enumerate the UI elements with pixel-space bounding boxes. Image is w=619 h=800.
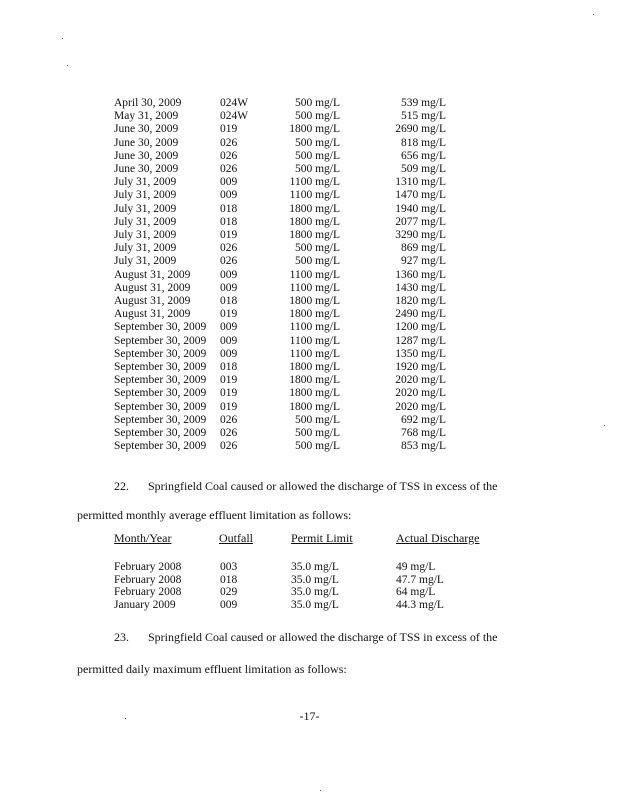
row-date: September 30, 2009: [114, 334, 207, 347]
row-outfall: 019: [220, 123, 238, 136]
table-row: [0, 216, 619, 229]
table-row: [0, 242, 619, 255]
row-permit-limit: 500 mg/L: [294, 255, 340, 268]
row-permit-limit: 1100 mg/L: [289, 347, 340, 360]
page-number: -17-: [299, 709, 320, 723]
row-month-year: February 2008: [114, 561, 182, 573]
row-permit-limit: 1800 mg/L: [289, 400, 340, 413]
row-actual-discharge: 927 mg/L: [400, 255, 446, 268]
row-actual-discharge: 2690 mg/L: [395, 123, 446, 136]
row-permit-limit: 1800 mg/L: [289, 295, 340, 307]
paragraph-22-line2: permitted monthly average effluent limitation as follows:: [77, 508, 352, 522]
table-row: [0, 295, 619, 308]
row-date: September 30, 2009: [114, 400, 207, 413]
row-date: June 30, 2009: [114, 136, 179, 149]
paragraph-22-line1: Springfield Coal caused or allowed the discharge of TSS in excess of the: [148, 479, 498, 493]
row-actual-discharge: 1360 mg/L: [395, 268, 446, 281]
paragraph-23-line1: Springfield Coal caused or allowed the discharge of TSS in excess of the: [148, 630, 498, 644]
row-date: September 30, 2009: [114, 374, 207, 387]
row-month-year: February 2008: [114, 586, 182, 598]
row-date: September 30, 2009: [114, 361, 207, 373]
row-permit-limit: 1800 mg/L: [289, 374, 340, 387]
row-permit-limit: 1100 mg/L: [289, 189, 340, 202]
row-actual-discharge: 1430 mg/L: [395, 281, 446, 294]
row-outfall: 018: [220, 573, 238, 586]
row-actual-discharge: 1920 mg/L: [395, 361, 446, 373]
row-date: May 31, 2009: [114, 110, 179, 123]
row-date: September 30, 2009: [114, 440, 207, 453]
row-permit-limit: 1100 mg/L: [289, 268, 340, 281]
table-row: [0, 163, 619, 176]
row-date: July 31, 2009: [114, 255, 177, 268]
row-date: July 31, 2009: [114, 189, 177, 202]
table-row: [0, 137, 619, 150]
row-outfall: 029: [220, 586, 238, 598]
row-date: September 30, 2009: [114, 321, 207, 334]
paragraph-23-number: 23.: [114, 630, 129, 644]
row-outfall: 019: [220, 400, 238, 413]
row-month-year: January 2009: [114, 598, 176, 611]
row-outfall: 026: [220, 427, 238, 439]
row-outfall: 019: [220, 308, 238, 321]
row-actual-discharge: 2490 mg/L: [395, 308, 446, 321]
row-permit-limit: 500 mg/L: [294, 136, 340, 149]
row-permit-limit: 35.0 mg/L: [291, 573, 339, 586]
row-permit-limit: 1800 mg/L: [289, 361, 340, 373]
row-permit-limit: 500 mg/L: [294, 427, 340, 439]
table-row: [0, 427, 619, 440]
paragraph-22-number: 22.: [114, 479, 129, 493]
row-permit-limit: 1800 mg/L: [289, 387, 340, 400]
row-outfall: 018: [220, 202, 238, 215]
row-outfall: 026: [220, 255, 238, 268]
table-row: [0, 269, 619, 282]
row-outfall: 026: [220, 163, 238, 175]
row-actual-discharge: 1940 mg/L: [395, 202, 446, 215]
table-row: [0, 203, 619, 216]
row-outfall: 026: [220, 440, 238, 453]
row-outfall: 009: [220, 347, 238, 360]
row-date: September 30, 2009: [114, 347, 207, 360]
row-date: September 30, 2009: [114, 413, 207, 426]
table-row: [0, 335, 619, 348]
row-permit-limit: 500 mg/L: [294, 242, 340, 255]
row-outfall: 003: [220, 561, 238, 573]
row-permit-limit: 500 mg/L: [294, 97, 340, 109]
table-row: [0, 574, 619, 587]
scan-speck: [320, 790, 321, 791]
row-outfall: 009: [220, 281, 238, 294]
row-permit-limit: 1100 mg/L: [289, 176, 340, 189]
row-permit-limit: 500 mg/L: [294, 163, 340, 175]
header-permit-limit: Permit Limit: [291, 531, 353, 545]
table-row: [0, 97, 619, 110]
row-actual-discharge: 47.7 mg/L: [396, 573, 444, 586]
row-outfall: 024W: [220, 97, 249, 109]
table-row: [0, 374, 619, 387]
scan-speck: [67, 65, 68, 66]
table-row: [0, 361, 619, 374]
row-actual-discharge: 1200 mg/L: [395, 321, 446, 334]
header-outfall: Outfall: [219, 531, 253, 545]
row-actual-discharge: 2020 mg/L: [395, 374, 446, 387]
row-permit-limit: 1800 mg/L: [289, 215, 340, 228]
table-row: [0, 561, 619, 574]
table-row: [0, 599, 619, 612]
table-row: [0, 282, 619, 295]
row-outfall: 018: [220, 361, 238, 373]
paragraph-23-line2: permitted daily maximum effluent limitation as follows:: [77, 662, 347, 676]
table-row: [0, 308, 619, 321]
row-permit-limit: 35.0 mg/L: [291, 561, 339, 573]
row-outfall: 009: [220, 334, 238, 347]
row-outfall: 009: [220, 268, 238, 281]
row-date: July 31, 2009: [114, 176, 177, 189]
table-row: [0, 387, 619, 400]
row-permit-limit: 500 mg/L: [294, 149, 340, 162]
table-row: [0, 321, 619, 334]
row-permit-limit: 1800 mg/L: [289, 123, 340, 136]
row-date: June 30, 2009: [114, 149, 179, 162]
row-actual-discharge: 44.3 mg/L: [396, 598, 444, 611]
row-outfall: 026: [220, 242, 238, 255]
row-permit-limit: 1100 mg/L: [289, 321, 340, 334]
row-actual-discharge: 3290 mg/L: [395, 229, 446, 241]
row-actual-discharge: 869 mg/L: [400, 242, 446, 255]
table-row: [0, 229, 619, 242]
row-outfall: 019: [220, 387, 238, 400]
row-permit-limit: 500 mg/L: [294, 440, 340, 453]
scan-speck: [593, 14, 594, 15]
row-actual-discharge: 515 mg/L: [400, 110, 446, 123]
row-actual-discharge: 692 mg/L: [400, 413, 446, 426]
row-outfall: 019: [220, 374, 238, 387]
row-actual-discharge: 656 mg/L: [400, 149, 446, 162]
row-outfall: 019: [220, 229, 238, 241]
row-permit-limit: 1100 mg/L: [289, 334, 340, 347]
row-date: April 30, 2009: [114, 97, 182, 109]
table-row: [0, 255, 619, 268]
table-row: [0, 440, 619, 453]
row-permit-limit: 1800 mg/L: [289, 202, 340, 215]
row-date: August 31, 2009: [114, 295, 191, 307]
row-permit-limit: 1800 mg/L: [289, 308, 340, 321]
row-permit-limit: 35.0 mg/L: [291, 598, 339, 611]
row-date: July 31, 2009: [114, 242, 177, 255]
row-outfall: 018: [220, 295, 238, 307]
row-outfall: 009: [220, 189, 238, 202]
scan-speck: [62, 38, 63, 39]
row-outfall: 026: [220, 413, 238, 426]
row-permit-limit: 1800 mg/L: [289, 229, 340, 241]
row-date: September 30, 2009: [114, 387, 207, 400]
row-permit-limit: 500 mg/L: [294, 413, 340, 426]
row-outfall: 026: [220, 136, 238, 149]
row-month-year: February 2008: [114, 573, 182, 586]
row-actual-discharge: 818 mg/L: [400, 136, 446, 149]
row-date: August 31, 2009: [114, 308, 191, 321]
row-actual-discharge: 853 mg/L: [400, 440, 446, 453]
row-date: September 30, 2009: [114, 427, 207, 439]
header-month-year: Month/Year: [114, 531, 172, 545]
row-actual-discharge: 2077 mg/L: [395, 215, 446, 228]
table-row: [0, 150, 619, 163]
row-outfall: 024W: [220, 110, 249, 123]
row-date: July 31, 2009: [114, 215, 177, 228]
header-actual-discharge: Actual Discharge: [396, 531, 480, 545]
table-row: [0, 414, 619, 427]
row-outfall: 026: [220, 149, 238, 162]
row-outfall: 018: [220, 215, 238, 228]
table-row: [0, 189, 619, 202]
row-outfall: 009: [220, 321, 238, 334]
row-date: July 31, 2009: [114, 229, 177, 241]
row-actual-discharge: 2020 mg/L: [395, 387, 446, 400]
row-date: August 31, 2009: [114, 268, 191, 281]
table-row: [0, 348, 619, 361]
row-actual-discharge: 768 mg/L: [400, 427, 446, 439]
row-actual-discharge: 539 mg/L: [400, 97, 446, 109]
table-row: [0, 110, 619, 123]
row-date: June 30, 2009: [114, 163, 179, 175]
row-date: July 31, 2009: [114, 202, 177, 215]
table-row: [0, 401, 619, 414]
row-outfall: 009: [220, 598, 238, 611]
row-permit-limit: 35.0 mg/L: [291, 586, 339, 598]
row-actual-discharge: 64 mg/L: [396, 586, 436, 598]
row-date: August 31, 2009: [114, 281, 191, 294]
row-permit-limit: 1100 mg/L: [289, 281, 340, 294]
row-outfall: 009: [220, 176, 238, 189]
row-actual-discharge: 1470 mg/L: [395, 189, 446, 202]
table-row: [0, 123, 619, 136]
row-permit-limit: 500 mg/L: [294, 110, 340, 123]
table-row: [0, 586, 619, 599]
row-actual-discharge: 2020 mg/L: [395, 400, 446, 413]
row-actual-discharge: 1350 mg/L: [395, 347, 446, 360]
row-actual-discharge: 1820 mg/L: [395, 295, 446, 307]
row-date: June 30, 2009: [114, 123, 179, 136]
row-actual-discharge: 509 mg/L: [400, 163, 446, 175]
table-row: [0, 176, 619, 189]
row-actual-discharge: 1310 mg/L: [395, 176, 446, 189]
row-actual-discharge: 1287 mg/L: [395, 334, 446, 347]
row-actual-discharge: 49 mg/L: [396, 561, 436, 573]
